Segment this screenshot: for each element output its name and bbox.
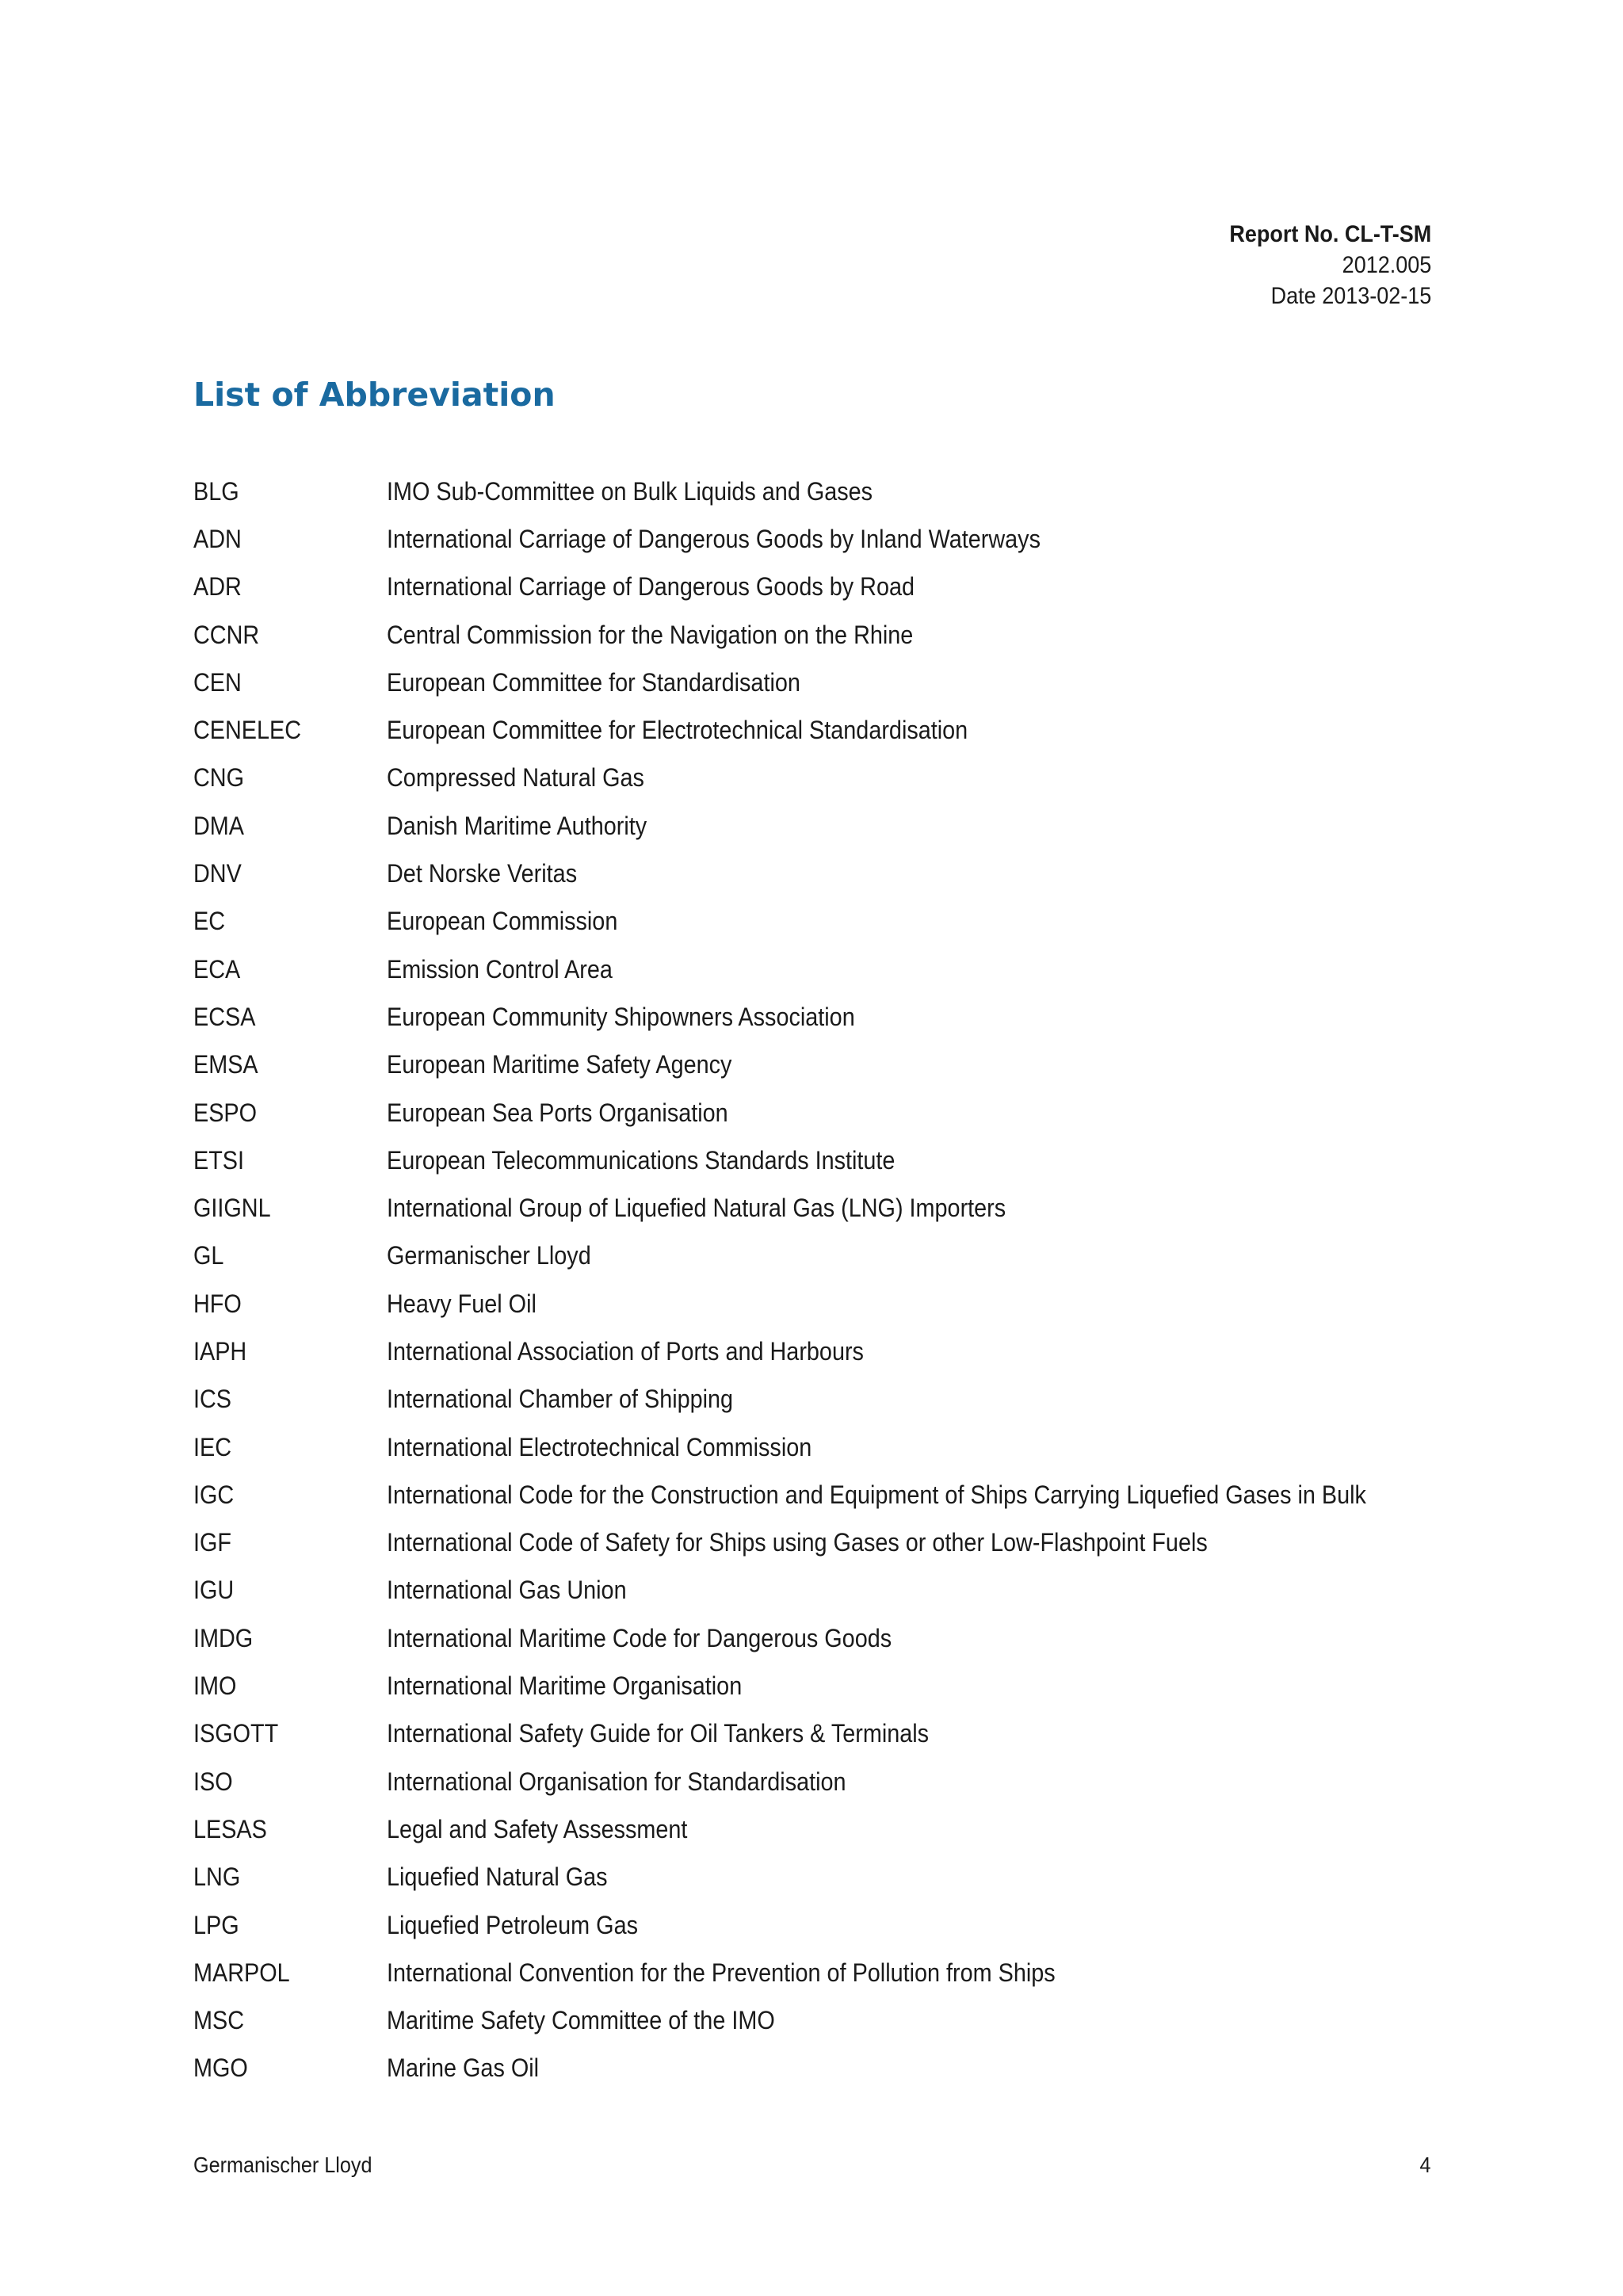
abbreviation-row (193, 1137, 1475, 1184)
abbreviation-code: IGF (193, 1528, 231, 1557)
abbreviation-code: ESPO (193, 1098, 258, 1127)
footer-organisation: Germanischer Lloyd (193, 2153, 372, 2177)
abbreviation-row (193, 706, 1475, 754)
abbreviation-row (193, 1519, 1475, 1567)
abbreviation-code: ETSI (193, 1145, 245, 1175)
abbreviation-code: DNV (193, 859, 242, 888)
abbreviation-description: European Commission (387, 907, 618, 936)
abbreviation-code: IGU (193, 1576, 235, 1605)
report-number-suffix: 2012.005 (1342, 252, 1431, 278)
abbreviation-row (193, 850, 1475, 897)
abbreviation-description: European Maritime Safety Agency (387, 1050, 732, 1079)
abbreviation-description: European Community Shipowners Association (387, 1002, 855, 1031)
abbreviation-row (193, 611, 1475, 659)
abbreviation-code: ISGOTT (193, 1719, 279, 1748)
abbreviation-description: European Committee for Standardisation (387, 667, 800, 697)
abbreviation-row (193, 1805, 1475, 1853)
abbreviation-row (193, 1280, 1475, 1328)
abbreviation-row (193, 1328, 1475, 1375)
abbreviation-row (193, 1471, 1475, 1519)
abbreviation-code: CNG (193, 763, 244, 793)
abbreviation-row (193, 1901, 1475, 1949)
abbreviation-description: IMO Sub-Committee on Bulk Liquids and Gases (387, 476, 873, 506)
abbreviation-description: Det Norske Veritas (387, 859, 578, 888)
abbreviation-code: ISO (193, 1767, 233, 1796)
report-number: Report No. CL-T-SM (1229, 221, 1431, 247)
abbreviation-row (193, 1232, 1475, 1280)
abbreviation-code: CEN (193, 667, 242, 697)
abbreviation-description: International Organisation for Standardisation (387, 1767, 846, 1796)
abbreviation-description: International Maritime Organisation (387, 1671, 743, 1701)
abbreviation-row (193, 1614, 1475, 1662)
abbreviation-row (193, 2045, 1475, 2092)
abbreviation-description: Legal and Safety Assessment (387, 1814, 688, 1843)
abbreviation-row (193, 1423, 1475, 1471)
section-title: List of Abbreviation (193, 376, 556, 414)
abbreviation-row (193, 1041, 1475, 1089)
report-header (1229, 219, 1431, 311)
abbreviation-code: EC (193, 907, 226, 936)
abbreviation-row (193, 515, 1475, 563)
abbreviation-code: BLG (193, 476, 239, 506)
abbreviation-description: International Group of Liquefied Natural Gas (LNG) Importers (387, 1194, 1006, 1223)
abbreviation-code: IEC (193, 1432, 232, 1461)
abbreviation-description: Danish Maritime Authority (387, 811, 647, 840)
report-date: Date 2013-02-15 (1270, 283, 1431, 309)
abbreviation-code: ICS (193, 1385, 232, 1414)
abbreviation-description: Maritime Safety Committee of the IMO (387, 2006, 775, 2035)
abbreviation-description: Emission Control Area (387, 954, 613, 984)
abbreviation-row (193, 563, 1475, 611)
abbreviation-code: LNG (193, 1862, 241, 1892)
abbreviation-row (193, 898, 1475, 946)
abbreviation-code: MARPOL (193, 1958, 290, 1987)
abbreviation-row (193, 1854, 1475, 1901)
abbreviation-description: International Maritime Code for Dangerous Goods (387, 1623, 892, 1652)
abbreviation-code: IAPH (193, 1336, 247, 1366)
abbreviation-row (193, 1758, 1475, 1805)
abbreviation-row (193, 1710, 1475, 1758)
abbreviation-row (193, 1949, 1475, 1996)
abbreviation-description: International Gas Union (387, 1576, 627, 1605)
abbreviation-code: IGC (193, 1480, 235, 1509)
abbreviation-description: International Code for the Construction and Equipment of Ships Carrying Liquefied Gases in Bulk (387, 1480, 1366, 1509)
abbreviation-code: GL (193, 1241, 224, 1270)
abbreviation-row (193, 946, 1475, 993)
abbreviation-row (193, 802, 1475, 850)
abbreviation-description: International Carriage of Dangerous Goods by Inland Waterways (387, 524, 1041, 553)
page-footer (193, 2153, 1431, 2178)
abbreviation-code: GIIGNL (193, 1194, 271, 1223)
abbreviation-description: International Safety Guide for Oil Tankers & Terminals (387, 1719, 930, 1748)
abbreviation-description: Heavy Fuel Oil (387, 1289, 537, 1318)
abbreviation-row (193, 1567, 1475, 1614)
abbreviation-description: Liquefied Petroleum Gas (387, 1910, 638, 1939)
abbreviation-code: ECSA (193, 1002, 256, 1031)
abbreviation-code: IMO (193, 1671, 237, 1701)
abbreviation-description: Central Commission for the Navigation on the Rhine (387, 620, 914, 649)
abbreviation-row (193, 1184, 1475, 1232)
abbreviation-row (193, 1662, 1475, 1710)
abbreviation-code: IMDG (193, 1623, 254, 1652)
abbreviation-code: EMSA (193, 1050, 258, 1079)
abbreviation-row (193, 993, 1475, 1041)
abbreviation-code: ADN (193, 524, 242, 553)
abbreviation-code: ADR (193, 572, 242, 602)
abbreviation-code: MSC (193, 2006, 244, 2035)
abbreviation-description: European Committee for Electrotechnical Standardisation (387, 716, 968, 745)
abbreviation-code: DMA (193, 811, 244, 840)
abbreviation-code: ECA (193, 954, 241, 984)
abbreviation-description: European Sea Ports Organisation (387, 1098, 728, 1127)
abbreviation-row (193, 1376, 1475, 1423)
abbreviation-code: LESAS (193, 1814, 267, 1843)
abbreviation-code: HFO (193, 1289, 242, 1318)
abbreviation-description: Germanischer Lloyd (387, 1241, 591, 1270)
abbreviation-code: LPG (193, 1910, 239, 1939)
page-number: 4 (1419, 2153, 1431, 2177)
abbreviation-description: International Code of Safety for Ships using Gases or other Low-Flashpoint Fuels (387, 1528, 1208, 1557)
abbreviation-description: Compressed Natural Gas (387, 763, 644, 793)
abbreviation-code: MGO (193, 2053, 248, 2083)
abbreviation-list (193, 468, 1475, 2092)
abbreviation-description: Marine Gas Oil (387, 2053, 540, 2083)
abbreviation-description: International Association of Ports and Harbours (387, 1336, 864, 1366)
abbreviation-description: International Carriage of Dangerous Goods by Road (387, 572, 915, 602)
abbreviation-code: CENELEC (193, 716, 302, 745)
abbreviation-row (193, 755, 1475, 802)
abbreviation-description: International Convention for the Prevention of Pollution from Ships (387, 1958, 1056, 1987)
abbreviation-description: International Chamber of Shipping (387, 1385, 734, 1414)
abbreviation-row (193, 468, 1475, 515)
abbreviation-row (193, 659, 1475, 706)
abbreviation-description: International Electrotechnical Commission (387, 1432, 812, 1461)
abbreviation-description: European Telecommunications Standards Institute (387, 1145, 896, 1175)
abbreviation-row (193, 1997, 1475, 2045)
abbreviation-description: Liquefied Natural Gas (387, 1862, 608, 1892)
abbreviation-row (193, 1089, 1475, 1137)
abbreviation-code: CCNR (193, 620, 260, 649)
